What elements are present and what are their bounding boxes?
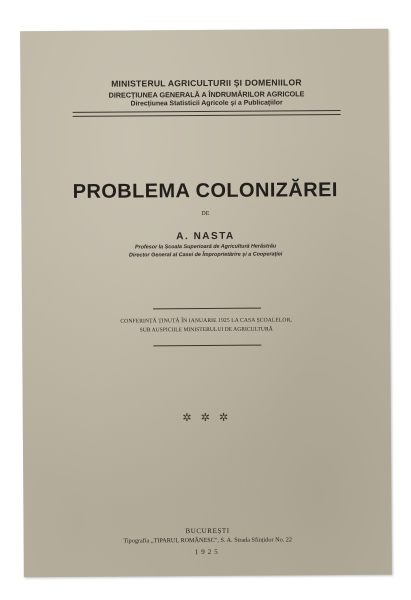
imprint-city: BUCUREȘTI xyxy=(185,526,230,536)
author-title-line-1: Profesor la Școala Superioară de Agricultură Herăstrău xyxy=(134,243,277,251)
conference-bottom-rule xyxy=(153,345,261,347)
booklet-cover xyxy=(20,29,392,578)
direction-heading: Direcțiunea Statisticii Agricole și a Publicațiilor xyxy=(130,99,283,108)
author-name: A. NASTA xyxy=(176,230,235,243)
ornament-stars: ✲ ✲ ✲ xyxy=(182,411,232,425)
conference-line-1: CONFERINȚĂ ȚINUTĂ ÎN IANUARIE 1925 LA CASA ȘCOALELOR, xyxy=(120,317,292,325)
imprint-printer: Tipografia „TIPARUL ROMÂNESC", S. A. Strada Sfințidor No. 22 xyxy=(123,536,292,545)
imprint-year: 1925 xyxy=(194,547,221,557)
conference-top-rule xyxy=(153,308,261,310)
by-label: DE xyxy=(201,210,210,218)
ministry-heading: MINISTERUL AGRICULTURII ȘI DOMENIILOR xyxy=(111,77,302,89)
conference-line-2: SUB AUSPICIILE MINISTERULUI DE AGRICULTURĂ xyxy=(139,326,273,334)
header-double-rule xyxy=(73,110,341,117)
directorate-heading: DIRECȚIUNEA GENERALĂ A ÎNDRUMĂRILOR AGRICOLE xyxy=(108,89,305,100)
document-title: PROBLEMA COLONIZĂREI xyxy=(72,179,338,203)
author-title-line-2: Director General al Casei de Împroprietărire și a Cooperației xyxy=(128,251,283,259)
